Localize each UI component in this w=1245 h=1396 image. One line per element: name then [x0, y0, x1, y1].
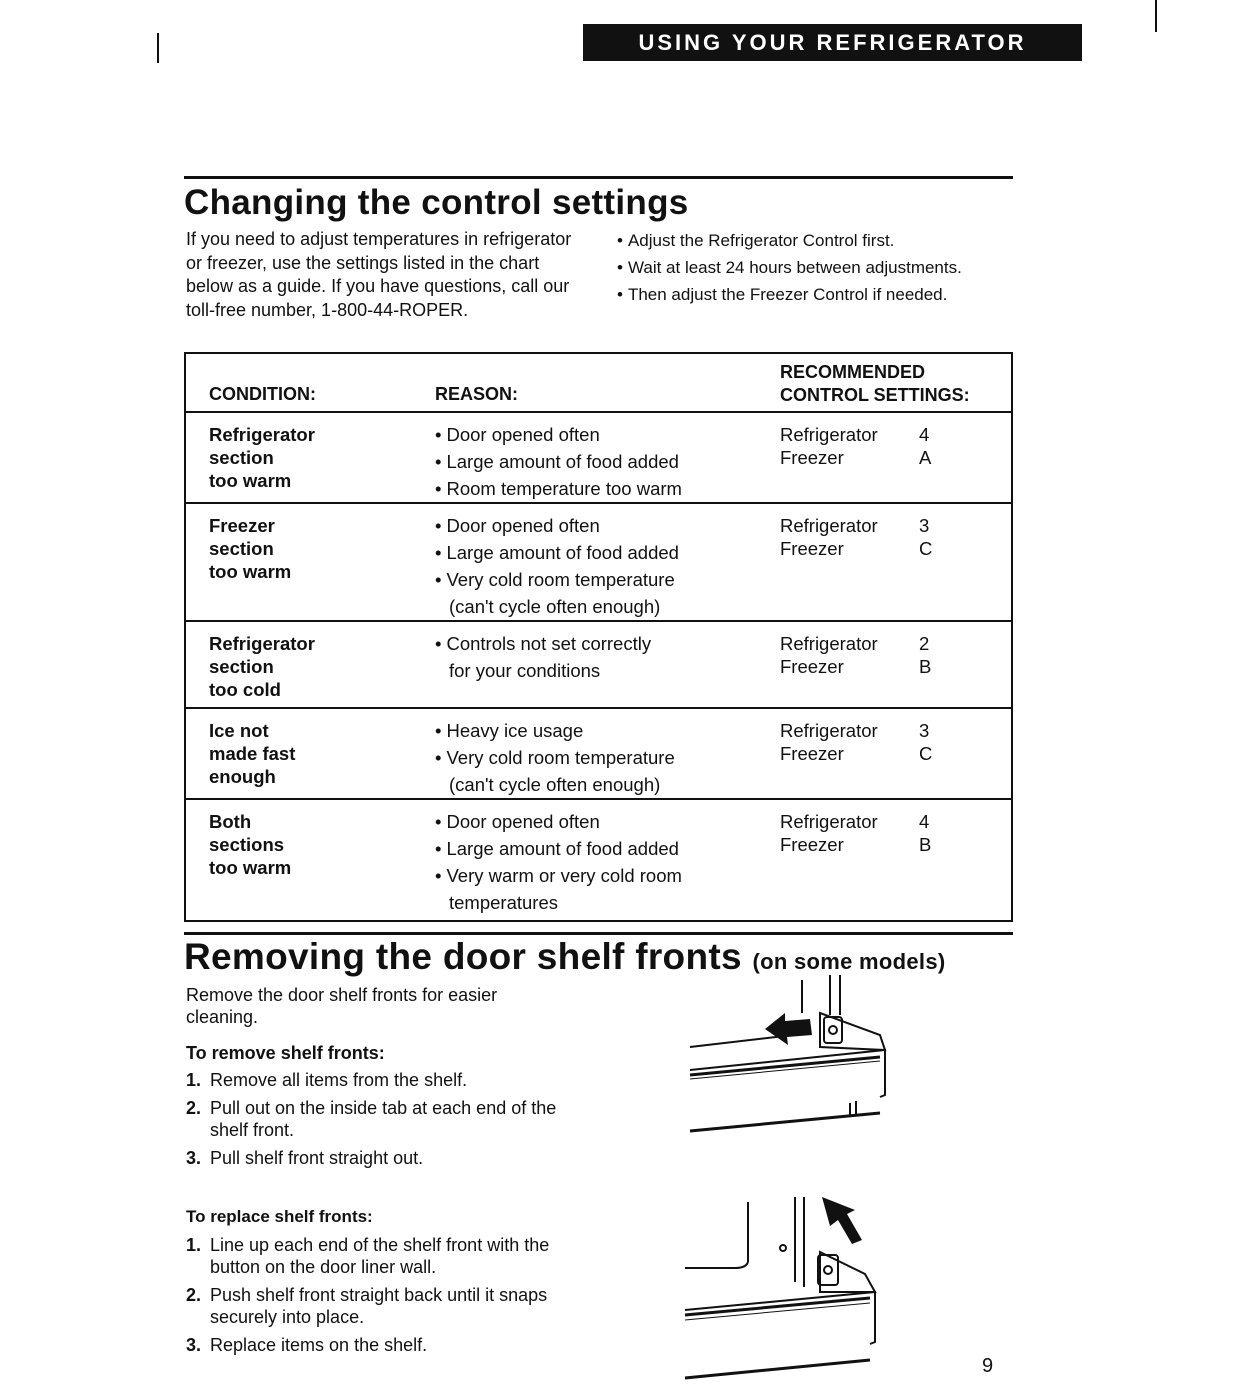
setting-value: 2: [919, 633, 930, 654]
header-settings-line1: RECOMMENDED: [780, 362, 926, 382]
shelf-title-note: (on some models): [752, 949, 946, 974]
step-number: 1.: [186, 1235, 202, 1255]
condition-cell: [185, 799, 435, 921]
condition-line: sections: [209, 834, 285, 855]
condition-line: Refrigerator: [209, 424, 315, 445]
reason-item: • Controls not set correctly: [435, 630, 780, 657]
settings-cell: [780, 412, 1012, 503]
condition-line: too warm: [209, 561, 292, 582]
remove-heading: To remove shelf fronts:: [186, 1043, 385, 1063]
setting-label: Freezer: [780, 447, 844, 468]
setting-label: Refrigerator: [780, 515, 878, 536]
step-number: 3.: [186, 1148, 202, 1168]
condition-line: enough: [209, 766, 276, 787]
condition-line: too warm: [209, 470, 292, 491]
header-condition: CONDITION:: [185, 353, 435, 412]
condition-line: Ice not: [209, 720, 269, 741]
table-row: [185, 708, 1012, 799]
list-item: [186, 1334, 586, 1356]
step-text: Line up each end of the shelf front with the button on the door liner wall.: [210, 1235, 550, 1277]
settings-cell: [780, 503, 1012, 621]
setting-value: A: [919, 447, 932, 468]
page-number: 9: [982, 1355, 994, 1377]
step-number: 2.: [186, 1285, 202, 1305]
reason-item-continued: (can't cycle often enough): [449, 596, 661, 617]
settings-cell: [780, 799, 1012, 921]
setting-label: Freezer: [780, 834, 844, 855]
setting-label: Refrigerator: [780, 633, 878, 654]
header-reason: REASON:: [435, 353, 780, 412]
reason-cell: [435, 621, 780, 708]
condition-line: too warm: [209, 857, 292, 878]
table-row: [185, 799, 1012, 921]
condition-line: section: [209, 538, 274, 559]
margin-mark-left: [157, 33, 159, 63]
condition-cell: [185, 503, 435, 621]
step-text: Replace items on the shelf.: [210, 1335, 428, 1355]
condition-line: Freezer: [209, 515, 275, 536]
step-text: Pull shelf front straight out.: [210, 1148, 424, 1168]
setting-value: C: [919, 538, 933, 559]
header-settings-line2: CONTROL SETTINGS:: [780, 385, 970, 405]
section-rule: [184, 932, 1013, 935]
condition-line: made fast: [209, 743, 296, 764]
setting-value: C: [919, 743, 933, 764]
shelf-intro: Remove the door shelf fronts for easier cleaning.: [186, 985, 498, 1027]
condition-line: too cold: [209, 679, 281, 700]
reason-item-continued: (can't cycle often enough): [449, 774, 661, 795]
table-row: [185, 621, 1012, 708]
margin-mark-right: [1155, 0, 1157, 32]
reason-item: • Large amount of food added: [435, 539, 780, 566]
reason-item: • Large amount of food added: [435, 835, 780, 862]
replace-steps-list: [186, 1234, 586, 1362]
reason-item: • Very warm or very cold room: [435, 862, 780, 889]
remove-shelf-illustration: [680, 975, 900, 1140]
reason-item: • Door opened often: [435, 808, 780, 835]
setting-value: 3: [919, 515, 930, 536]
setting-value: B: [919, 656, 932, 677]
list-item: [186, 1097, 586, 1141]
condition-line: section: [209, 656, 274, 677]
arrow-left-icon: [765, 1013, 812, 1045]
reason-item: • Heavy ice usage: [435, 717, 780, 744]
control-settings-table: [184, 352, 1013, 922]
shelf-title-main: Removing the door shelf fronts: [184, 936, 742, 977]
step-number: 1.: [186, 1070, 202, 1090]
reason-cell: [435, 708, 780, 799]
reason-item-continued: for your conditions: [449, 660, 601, 681]
step-number: 2.: [186, 1098, 202, 1118]
settings-cell: [780, 708, 1012, 799]
section-rule: [184, 176, 1013, 179]
condition-line: section: [209, 447, 274, 468]
replace-shelf-illustration: [680, 1192, 900, 1382]
table-row: [185, 503, 1012, 621]
section-header-bar: USING YOUR REFRIGERATOR: [583, 24, 1082, 61]
setting-label: Freezer: [780, 656, 844, 677]
setting-value: B: [919, 834, 932, 855]
list-item: [186, 1069, 586, 1091]
condition-line: Refrigerator: [209, 633, 315, 654]
shelf-section-title: [184, 936, 946, 978]
setting-label: Refrigerator: [780, 720, 878, 741]
bullet-item: • Adjust the Refrigerator Control first.: [617, 227, 1037, 254]
adjustment-bullets: [617, 227, 1037, 308]
setting-value: 4: [919, 811, 930, 832]
arrow-down-right-icon: [822, 1197, 862, 1244]
remove-steps-list: [186, 1069, 586, 1175]
setting-value: 3: [919, 720, 930, 741]
step-number: 3.: [186, 1335, 202, 1355]
condition-line: Both: [209, 811, 252, 832]
step-text: Pull out on the inside tab at each end of the shelf front.: [210, 1098, 557, 1140]
condition-cell: [185, 708, 435, 799]
step-text: Push shelf front straight back until it snaps securely into place.: [210, 1285, 548, 1327]
reason-item-continued: temperatures: [449, 892, 558, 913]
step-text: Remove all items from the shelf.: [210, 1070, 468, 1090]
condition-cell: [185, 621, 435, 708]
reason-cell: [435, 503, 780, 621]
setting-label: Freezer: [780, 538, 844, 559]
reason-item: • Large amount of food added: [435, 448, 780, 475]
setting-value: 4: [919, 424, 930, 445]
list-item: [186, 1234, 586, 1278]
list-item: [186, 1284, 586, 1328]
condition-cell: [185, 412, 435, 503]
reason-cell: [435, 412, 780, 503]
header-settings: [780, 353, 1012, 412]
list-item: [186, 1147, 586, 1169]
setting-label: Refrigerator: [780, 424, 878, 445]
settings-cell: [780, 621, 1012, 708]
reason-item: • Door opened often: [435, 512, 780, 539]
page-title: Changing the control settings: [184, 183, 689, 222]
replace-heading: To replace shelf fronts:: [186, 1207, 373, 1226]
reason-item: • Very cold room temperature: [435, 744, 780, 771]
table-row: [185, 412, 1012, 503]
reason-item: • Room temperature too warm: [435, 475, 780, 502]
setting-label: Freezer: [780, 743, 844, 764]
bullet-item: • Then adjust the Freezer Control if needed.: [617, 281, 1037, 308]
setting-label: Refrigerator: [780, 811, 878, 832]
reason-cell: [435, 799, 780, 921]
bullet-item: • Wait at least 24 hours between adjustments.: [617, 254, 1037, 281]
intro-paragraph: If you need to adjust temperatures in refrigerator or freezer, use the settings listed in the chart below as a guide. If you have questions, call our toll-free number, 1-800-44-ROPER.: [186, 229, 572, 320]
reason-item: • Door opened often: [435, 421, 780, 448]
reason-item: • Very cold room temperature: [435, 566, 780, 593]
